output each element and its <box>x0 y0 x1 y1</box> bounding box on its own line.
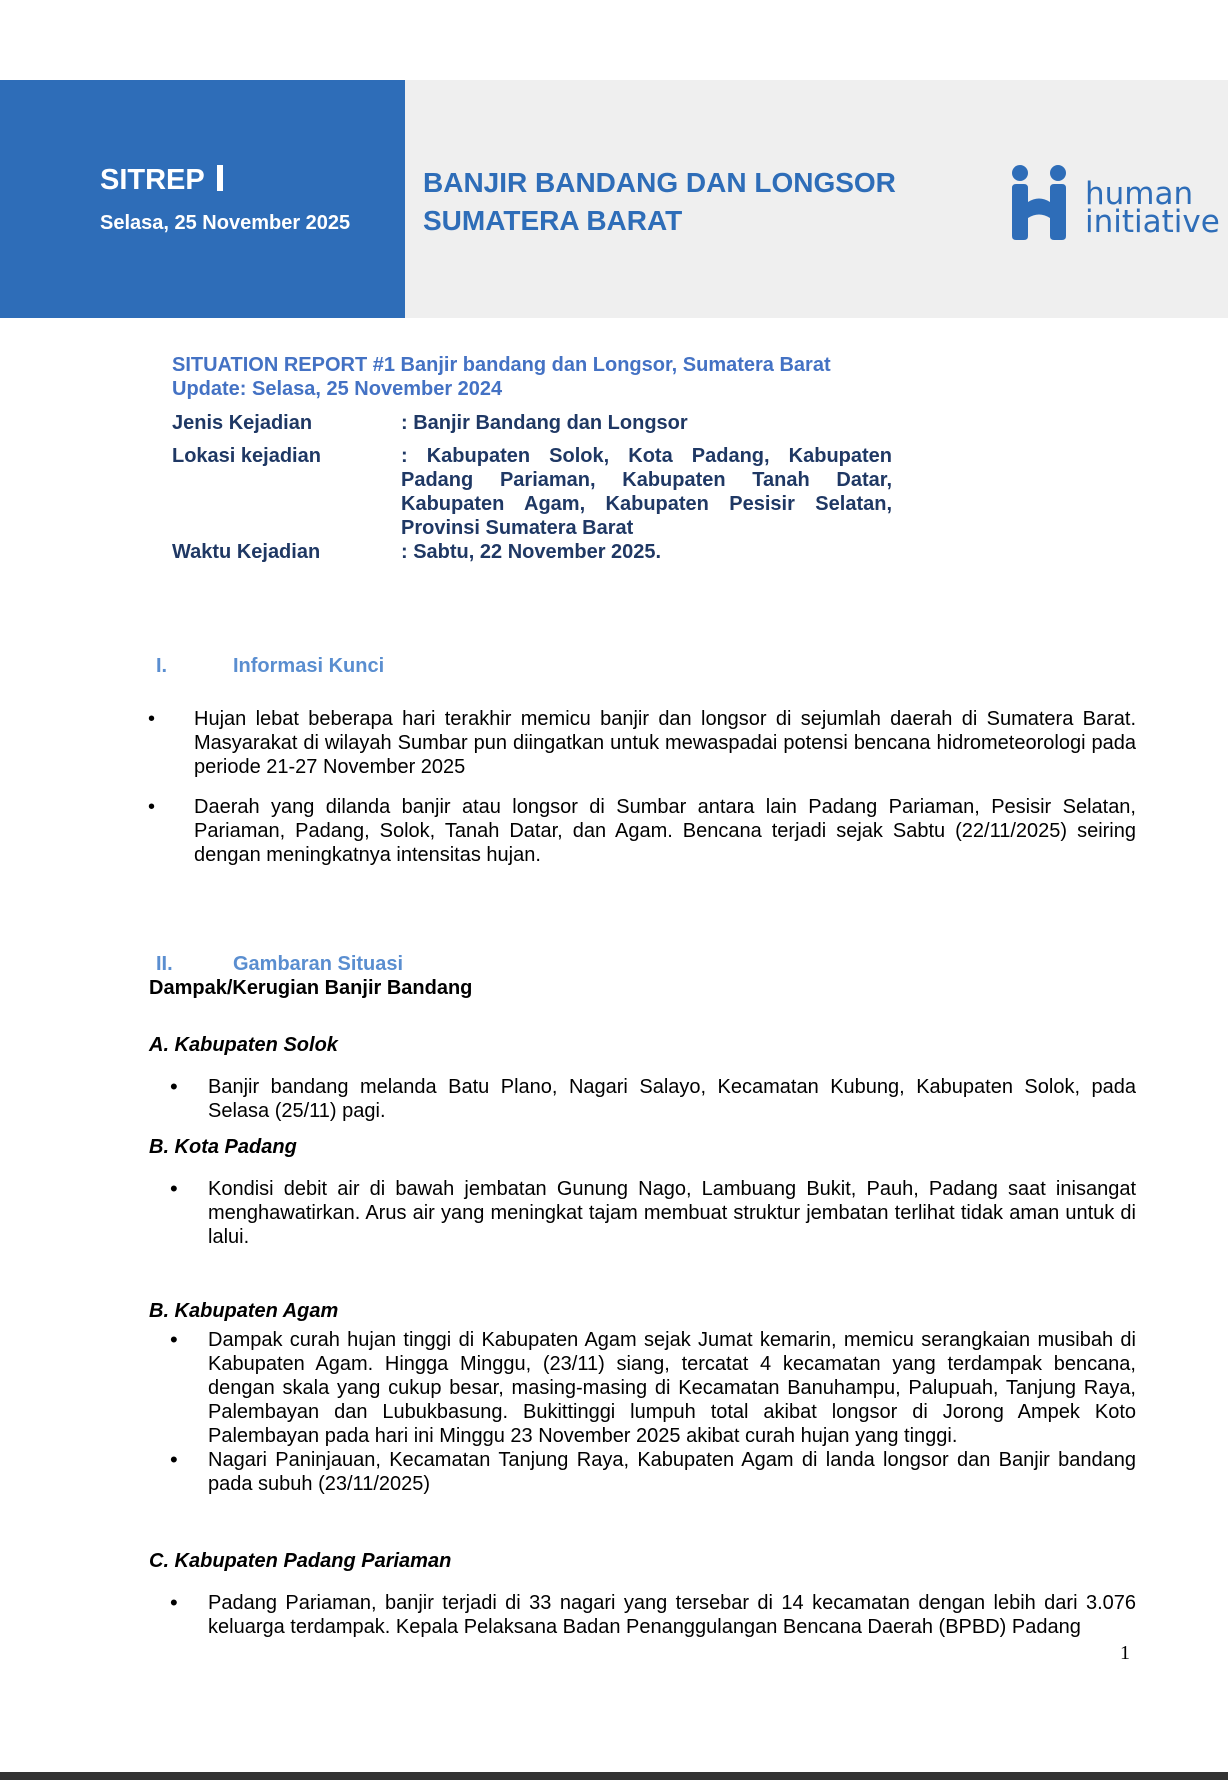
document-title: BANJIR BANDANG DAN LONGSOR SUMATERA BARAT <box>423 167 896 236</box>
list-item: • Daerah yang dilanda banjir atau longsor di Sumbar antara lain Padang Pariaman, Pesisir Selatan, Pariaman, Padang, Solok, Tanah Datar, dan Agam. Bencana terjadi sejak Sabtu (22/11/2025) seiring dengan meningkatnya intensitas hujan. <box>148 796 1136 866</box>
padang-list <box>170 1177 1136 1249</box>
heading-padang-pariaman: C. Kabupaten Padang Pariaman <box>149 1550 452 1572</box>
page-number: 1 <box>1120 1642 1130 1664</box>
header-date: Selasa, 25 November 2025 <box>100 212 351 234</box>
solok-list <box>170 1075 1136 1123</box>
report-update: Update: Selasa, 25 November 2024 <box>172 378 503 400</box>
list-item: • Banjir bandang melanda Batu Plano, Nagari Salayo, Kecamatan Kubung, Kabupaten Solok, pada Selasa (25/11) pagi. <box>170 1074 1136 1122</box>
list-item: • Kondisi debit air di bawah jembatan Gunung Nago, Lambuang Bukit, Pauh, Padang saat inisangat menghawatirkan. Arus air yang meningkat tajam membuat struktur jembatan terlihat tidak aman untuk di lalui. <box>170 1176 1136 1248</box>
heading-kabupaten-agam: B. Kabupaten Agam <box>149 1300 339 1322</box>
informasi-kunci-list <box>148 707 1136 883</box>
dampak-subtitle: Dampak/Kerugian Banjir Bandang <box>149 977 473 999</box>
list-item: • Dampak curah hujan tinggi di Kabupaten Agam sejak Jumat kemarin, memicu serangkaian musibah di Kabupaten Agam. Hingga Minggu, (23/11) siang, tercatat 4 kecamatan yang terdampak bencana, dengan skala yang cukup besar, masing-masing di Kecamatan Banuhampu, Palupuah, Tanjung Raya, Palembayan dan Lubukbasung. Bukittinggi lumpuh total akibat longsor di Jorong Ampek Koto Palembayan pada hari ini Minggu 23 November 2025 akibat curah hujan yang tinggi. <box>170 1327 1136 1447</box>
human-initiative-logo-icon <box>1010 164 1070 240</box>
heading-kota-padang: B. Kota Padang <box>149 1136 297 1158</box>
header-blue-panel <box>0 80 405 318</box>
section-informasi-kunci: I. Informasi Kunci <box>156 655 385 677</box>
section-gambaran-situasi: II. Gambaran Situasi <box>156 953 404 975</box>
footer-bar <box>0 1772 1228 1780</box>
human-initiative-logo: human initiative <box>1010 164 1225 244</box>
lokasi-row: Lokasi kejadian : Kabupaten Solok, Kota Padang, Kabupaten Padang Pariaman, Kabupaten Tanah Datar, Kabupaten Agam, Kabupaten Pesisir Selatan, Provinsi Sumatera Barat <box>172 445 892 539</box>
padang-pariaman-list <box>170 1591 1136 1639</box>
list-item: • Hujan lebat beberapa hari terakhir memicu banjir dan longsor di sejumlah daerah di Sumatera Barat. Masyarakat di wilayah Sumbar pun diingatkan untuk mewaspadai potensi bencana hidrometeorologi pada periode 21-27 November 2025 <box>148 708 1136 778</box>
agam-list <box>170 1328 1136 1496</box>
list-item: • Padang Pariaman, banjir terjadi di 33 nagari yang tersebar di 14 kecamatan dengan lebih dari 3.076 keluarga terdampak. Kepala Pelaksana Badan Penanggulangan Bencana Daerah (BPBD) Padang <box>170 1590 1136 1638</box>
sitrep-label: SITREP <box>100 164 223 197</box>
report-title: SITUATION REPORT #1 Banjir bandang dan Longsor, Sumatera Barat <box>172 354 831 376</box>
report-summary <box>172 353 892 564</box>
sitrep-bar <box>217 165 223 191</box>
waktu-row: Waktu Kejadian : Sabtu, 22 November 2025. <box>172 541 662 563</box>
heading-kabupaten-solok: A. Kabupaten Solok <box>149 1034 338 1056</box>
jenis-row: Jenis Kejadian : Banjir Bandang dan Longsor <box>172 412 688 434</box>
list-item: • Nagari Paninjauan, Kecamatan Tanjung Raya, Kabupaten Agam di landa longsor dan Banjir bandang pada subuh (23/11/2025) <box>170 1447 1136 1495</box>
